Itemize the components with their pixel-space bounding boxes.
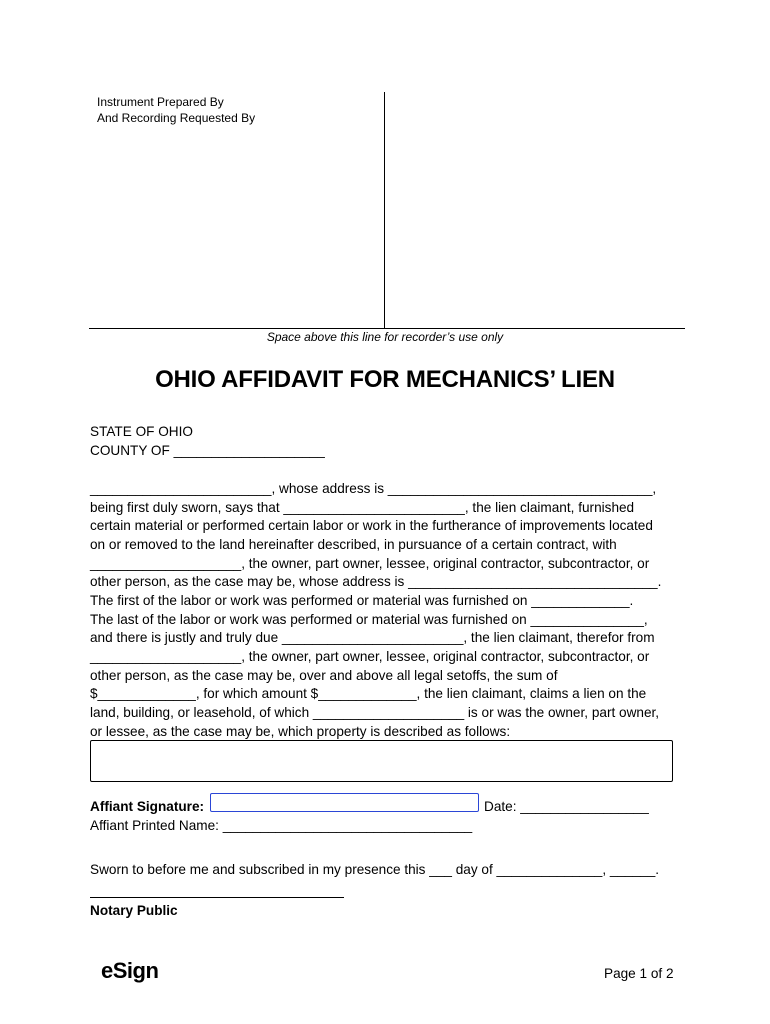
body-line: other person, as the case may be, whose address is _________________________________. [90, 574, 662, 589]
body-line: on or removed to the land hereinafter described, in pursuance of a certain contract, with [90, 537, 617, 552]
affiant-signature-field[interactable] [210, 793, 479, 812]
prepared-by-label: Instrument Prepared By [97, 95, 224, 109]
page-number: Page 1 of 2 [604, 966, 674, 981]
affiant-printed-name-label: Affiant Printed Name: _________________________________ [90, 818, 473, 833]
body-line: land, building, or leasehold, of which ____________________ is or was the owner, part owner, [90, 705, 660, 720]
body-line: certain material or performed certain labor or work in the furtherance of improvements located [90, 518, 653, 533]
state-line: STATE OF OHIO [90, 424, 193, 439]
body-line: ____________________, the owner, part owner, lessee, original contractor, subcontractor, or [90, 649, 650, 664]
affiant-signature-label: Affiant Signature: [90, 799, 205, 814]
date-label: Date: _________________ [484, 799, 649, 814]
body-line: The last of the labor or work was performed or material was furnished on _______________, [90, 612, 648, 627]
body-line: other person, as the case may be, over and above all legal setoffs, the sum of [90, 668, 558, 683]
body-line: being first duly sworn, says that ________________________, the lien claimant, furnished [90, 500, 635, 515]
recording-requested-by-label: And Recording Requested By [97, 111, 256, 125]
recorder-vertical-divider [384, 92, 385, 328]
body-line: $_____________, for which amount $_____________, the lien claimant, claims a lien on the [90, 686, 647, 701]
property-description-field[interactable] [90, 740, 673, 782]
notary-signature-line [90, 897, 344, 898]
esign-logo: eSign [101, 958, 159, 983]
county-line: COUNTY OF ____________________ [90, 443, 325, 458]
notary-public-label: Notary Public [90, 903, 178, 918]
body-line: or lessee, as the case may be, which property is described as follows: [90, 724, 511, 739]
recorder-note: Space above this line for recorder’s use only [266, 330, 504, 344]
body-line: ____________________, the owner, part owner, lessee, original contractor, subcontractor, or [90, 556, 650, 571]
body-line: and there is justly and truly due ________________________, the lien claimant, therefor from [90, 630, 655, 645]
recorder-horizontal-divider [89, 328, 685, 329]
body-line: The first of the labor or work was performed or material was furnished on _____________. [90, 593, 634, 608]
document-title: OHIO AFFIDAVIT FOR MECHANICS’ LIEN [155, 366, 615, 393]
body-line: ________________________, whose address is ___________________________________, [90, 481, 657, 496]
sworn-statement: Sworn to before me and subscribed in my presence this ___ day of ______________, ______. [90, 862, 660, 877]
